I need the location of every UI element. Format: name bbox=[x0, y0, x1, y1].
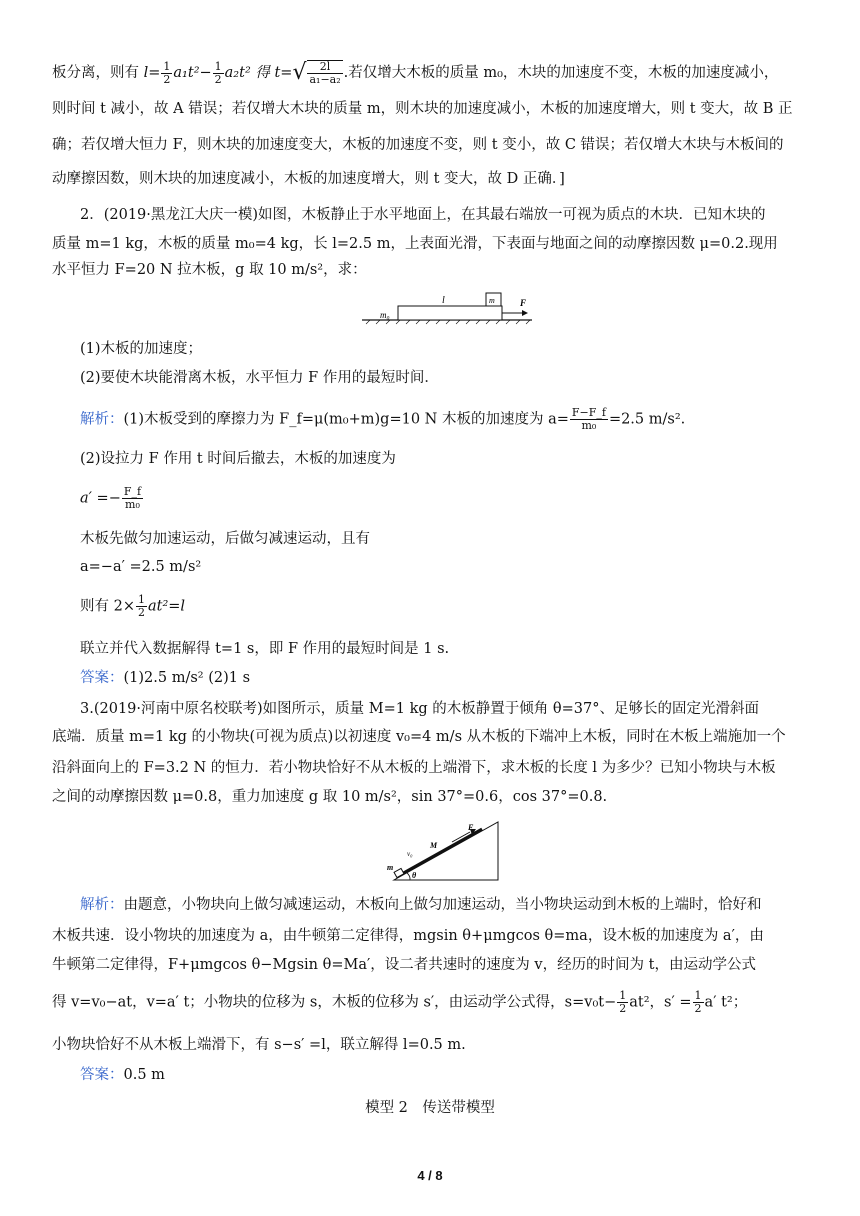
prev-solution-line-1 bbox=[52, 60, 812, 86]
denominator: 2 bbox=[694, 1002, 702, 1015]
q3-solution-line-1 bbox=[80, 894, 812, 916]
label-l: l bbox=[442, 295, 445, 306]
q3-answer bbox=[80, 1064, 812, 1086]
q3-solution-line-2: 木板共速．设小物块的加速度为 a，由牛顿第二定律得，mgsin θ+μmgcos θ=ma，设木板的加速度为 a′，由 bbox=[52, 928, 764, 944]
q2-line-2: 质量 m=1 kg，木板的质量 m₀=4 kg，长 l=2.5 m，上表面光滑，下表面与地面之间的动摩擦因数 μ=0.2.现用 bbox=[52, 236, 778, 252]
q3-line-1: 3.(2019·河南中原名校联考)如图所示，质量 M=1 kg 的木板静置于倾角 θ=37°、足够长的固定光滑斜面 bbox=[80, 701, 759, 717]
q3-line-4: 之间的动摩擦因数 μ=0.8，重力加速度 g 取 10 m/s²，sin 37°=0.6，cos 37°=0.8. bbox=[52, 789, 608, 805]
fraction bbox=[693, 990, 704, 1015]
ground-hatching bbox=[366, 320, 530, 324]
denominator: 2 bbox=[619, 1002, 627, 1015]
numerator: 1 bbox=[694, 990, 702, 1002]
answer-text: (1)2.5 m/s² (2)1 s bbox=[123, 670, 251, 686]
prev-solution-line-4: 动摩擦因数，则木块的加速度减小，木板的加速度增大，则 t 变大，故 D 正确．] bbox=[52, 171, 565, 187]
denominator: 2 bbox=[137, 606, 145, 619]
q3-figure bbox=[370, 818, 506, 886]
q3-line-2: 底端．质量 m=1 kg 的小物块(可视为质点)以初速度 v₀=4 m/s 从木板的下端冲上木板，同时在木板上端施加一个 bbox=[52, 729, 786, 745]
label-m: m bbox=[489, 296, 495, 305]
q3-solution-line-4 bbox=[52, 990, 812, 1015]
q3-solution-line-5: 小物块恰好不从木板上端滑下，有 s−s′ =l，联立解得 l=0.5 m. bbox=[52, 1037, 466, 1053]
fraction bbox=[570, 407, 608, 432]
label-theta: θ bbox=[412, 871, 417, 880]
section-heading: 模型 2 传送带模型 bbox=[365, 1100, 495, 1116]
denominator: m₀ bbox=[125, 498, 140, 511]
label-M: M bbox=[430, 841, 438, 850]
label-m0: m₀ bbox=[380, 310, 390, 320]
numerator: 2l bbox=[307, 61, 342, 74]
text-run: a′ =− bbox=[80, 490, 121, 507]
text-run: .若仅增大木板的质量 m₀，木块的加速度不变，木板的加速度减小， bbox=[343, 65, 779, 81]
text-run: a′ t²； bbox=[704, 994, 748, 1011]
q2-line-1: 2．(2019·黑龙江大庆一模)如图，木板静止于水平地面上，在其最右端放一可视为质点的木块．已知木块的 bbox=[80, 207, 766, 223]
text-run: 得 v=v₀−at，v=a′ t；小物块的位移为 s，木板的位移为 s′，由运动学公式得，s=v₀t− bbox=[52, 994, 617, 1011]
fraction bbox=[617, 990, 628, 1015]
label-v0: v₀ bbox=[407, 850, 413, 858]
numerator: 1 bbox=[619, 990, 627, 1002]
q2-solution-line-3 bbox=[80, 486, 812, 511]
text-run: (1)木板受到的摩擦力为 F_f=μ(m₀+m)g=10 N 木板的加速度为 a= bbox=[123, 411, 569, 428]
sqrt-sign: √ bbox=[292, 60, 307, 85]
numerator: F−F_f bbox=[571, 407, 606, 419]
denominator: m₀ bbox=[581, 419, 597, 432]
text-run: =2.5 m/s². bbox=[608, 411, 686, 428]
text-run: a₂t² 得 t= bbox=[224, 65, 293, 81]
q2-line-3: 水平恒力 F=20 N 拉木板，g 取 10 m/s²，求： bbox=[52, 262, 367, 278]
prev-solution-line-3: 确；若仅增大恒力 F，则木块的加速度变大，木板的加速度不变，则 t 变小，故 C 错误；若仅增大木块与木板间的 bbox=[52, 137, 784, 153]
board-rect bbox=[398, 306, 502, 320]
answer-label: 答案： bbox=[80, 670, 124, 686]
text-run: at²，s′ = bbox=[629, 994, 692, 1011]
page-number: 4 / 8 bbox=[417, 1168, 443, 1183]
label-F: F bbox=[468, 823, 474, 832]
answer-label: 答案： bbox=[80, 1067, 124, 1083]
q2-sub-2: (2)要使木块能滑离木板，水平恒力 F 作用的最短时间． bbox=[80, 370, 439, 386]
numerator: 1 bbox=[214, 60, 222, 73]
q2-solution-line-6 bbox=[80, 594, 812, 619]
prev-solution-line-2: 则时间 t 减小，故 A 错误；若仅增大木块的质量 m，则木块的加速度减小，木板的加速度增大，则 t 变大，故 B 正 bbox=[52, 101, 793, 117]
label-m: m bbox=[387, 863, 394, 872]
q2-figure bbox=[362, 282, 542, 330]
text-run: at²=l bbox=[147, 598, 186, 615]
numerator: F_f bbox=[123, 486, 142, 498]
text-run: 则有 2× bbox=[80, 598, 135, 615]
fraction bbox=[136, 594, 147, 619]
q2-solution-line-1 bbox=[80, 407, 812, 432]
q3-line-3: 沿斜面向上的 F=3.2 N 的恒力．若小物块恰好不从木板的上端滑下，求木板的长度 l 为多少？已知小物块与木板 bbox=[52, 760, 776, 776]
text-run: 板分离，则有 bbox=[52, 65, 144, 81]
q2-sub-1: (1)木板的加速度； bbox=[80, 341, 203, 357]
label-F: F bbox=[520, 298, 527, 308]
fraction bbox=[122, 486, 143, 511]
q2-solution-line-4: 木板先做匀加速运动，后做匀减速运动，且有 bbox=[80, 531, 370, 547]
denominator: a₁−a₂ bbox=[309, 73, 341, 86]
q3-solution-line-3: 牛顿第二定律得，F+μmgcos θ−Mgsin θ=Ma′，设二者共速时的速度为 v，经历的时间为 t，由运动学公式 bbox=[52, 957, 756, 973]
fraction bbox=[161, 61, 172, 86]
numerator: 1 bbox=[137, 594, 145, 606]
force-arrow-head bbox=[522, 310, 528, 316]
answer-text: 0.5 m bbox=[123, 1067, 165, 1083]
q2-solution-line-7: 联立并代入数据解得 t=1 s，即 F 作用的最短时间是 1 s. bbox=[80, 641, 450, 657]
jiexi-label: 解析： bbox=[80, 897, 124, 913]
denominator: 2 bbox=[163, 72, 171, 86]
q2-solution-line-5: a=−a′ =2.5 m/s² bbox=[80, 559, 202, 575]
q2-solution-line-2: (2)设拉力 F 作用 t 时间后撤去，木板的加速度为 bbox=[80, 451, 396, 467]
q2-answer bbox=[80, 667, 812, 689]
text-run: a₁t²− bbox=[173, 65, 212, 81]
text-run: 由题意，小物块向上做匀减速运动，木板向上做匀加速运动，当小物块运动到木板的上端时，恰好和 bbox=[123, 897, 762, 913]
jiexi-label: 解析： bbox=[80, 411, 124, 428]
numerator: 1 bbox=[163, 60, 171, 73]
denominator: 2 bbox=[214, 72, 222, 86]
fraction bbox=[213, 61, 224, 86]
sqrt-fraction bbox=[307, 60, 342, 86]
text-run: l= bbox=[143, 65, 161, 81]
